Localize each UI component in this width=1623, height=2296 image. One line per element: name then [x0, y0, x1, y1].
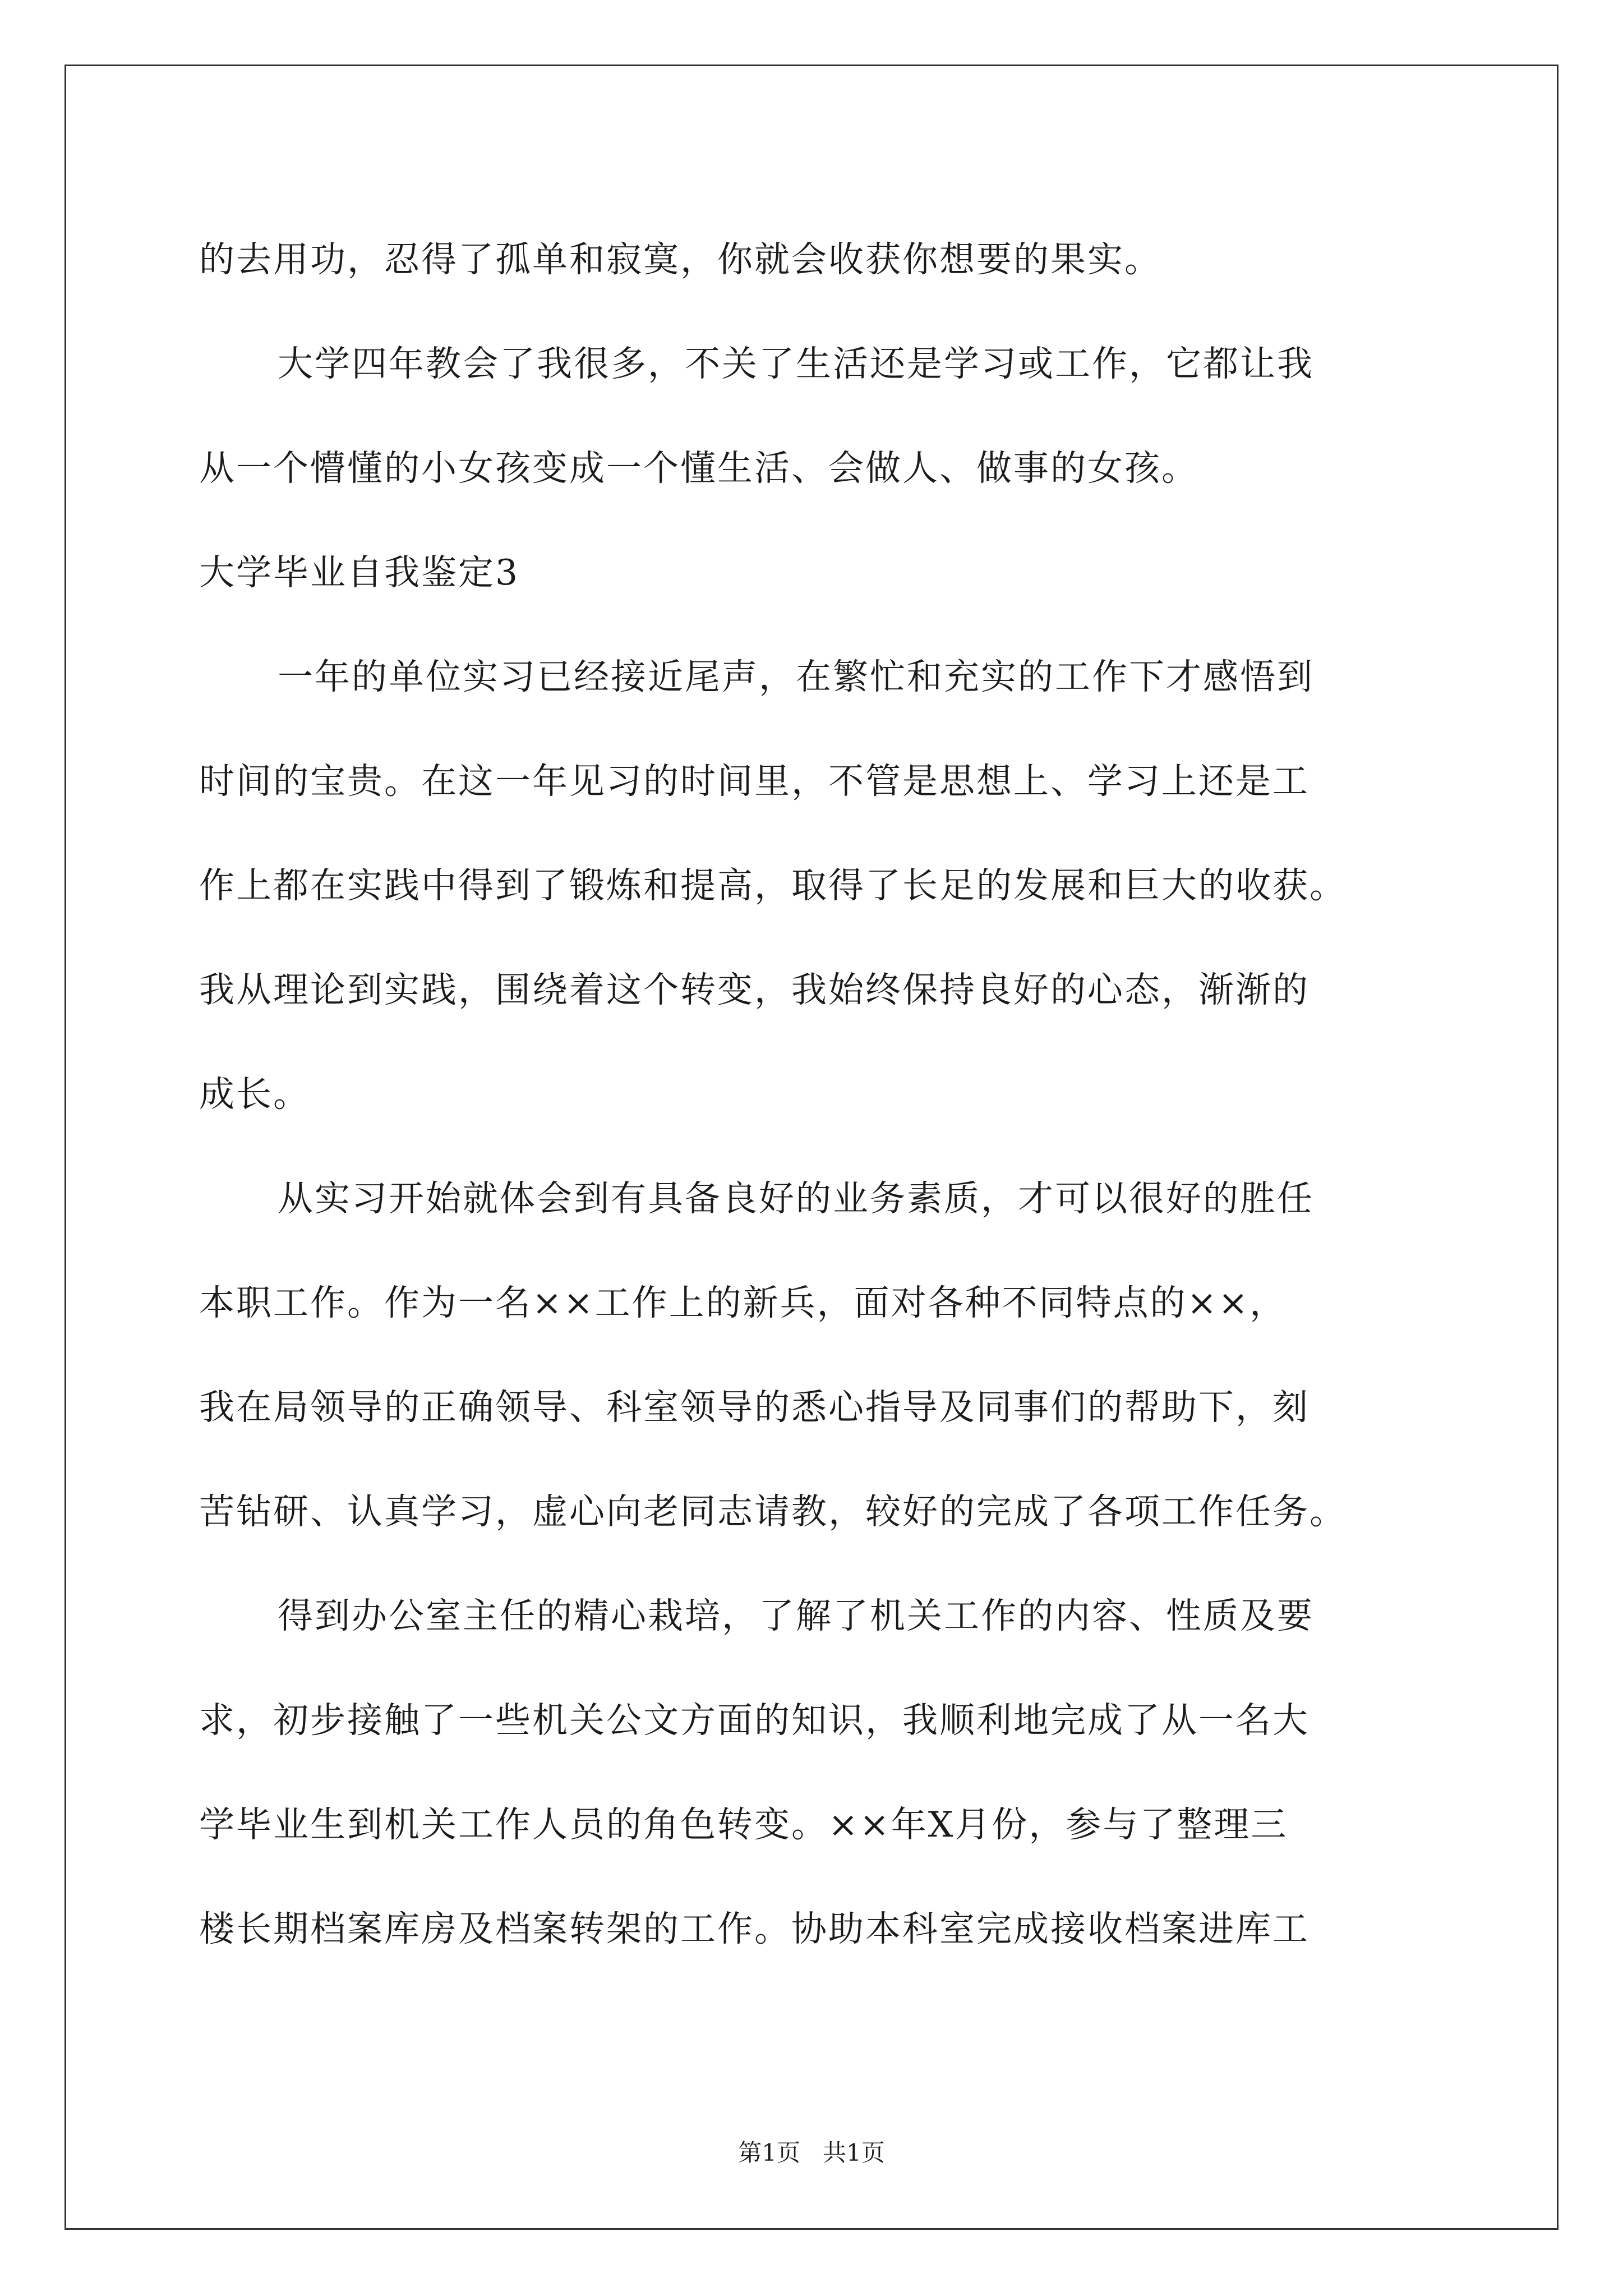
page-footer: 第1页 共1页	[738, 2139, 885, 2166]
text-line: 学毕业生到机关工作人员的角色转变。××年X月份，参与了整理三	[199, 1804, 1288, 1845]
text-line: 我从理论到实践，围绕着这个转变，我始终保持良好的心态，渐渐的	[199, 969, 1310, 1010]
text-line: 的去用功，忍得了孤单和寂寞，你就会收获你想要的果实。	[199, 239, 1161, 280]
document-body	[199, 208, 1450, 1981]
text-line: 本职工作。作为一名××工作上的新兵，面对各种不同特点的××，	[199, 1282, 1287, 1323]
paragraph-start-line: 得到办公室主任的精心栽培，了解了机关工作的内容、性质及要	[278, 1595, 1314, 1636]
text-line: 作上都在实践中得到了锻炼和提高，取得了长足的发展和巨大的收获。	[199, 865, 1347, 906]
paragraph-start-line: 从实习开始就体会到有具备良好的业务素质，才可以很好的胜任	[278, 1178, 1314, 1219]
paragraph-start-line: 大学四年教会了我很多，不关了生活还是学习或工作，它都让我	[278, 343, 1314, 384]
text-line: 成长。	[199, 1074, 310, 1115]
text-line: 求，初步接触了一些机关公文方面的知识，我顺利地完成了从一名大	[199, 1700, 1310, 1741]
section-heading: 大学毕业自我鉴定3	[199, 552, 520, 593]
text-line: 从一个懵懂的小女孩变成一个懂生活、会做人、做事的女孩。	[199, 448, 1198, 489]
text-line: 时间的宝贵。在这一年见习的时间里，不管是思想上、学习上还是工	[199, 761, 1310, 802]
text-line: 楼长期档案库房及档案转架的工作。协助本科室完成接收档案进库工	[199, 1908, 1310, 1949]
text-line: 苦钻研、认真学习，虚心向老同志请教，较好的完成了各项工作任务。	[199, 1491, 1347, 1532]
paragraph-start-line: 一年的单位实习已经接近尾声，在繁忙和充实的工作下才感悟到	[278, 656, 1314, 697]
text-line: 我在局领导的正确领导、科室领导的悉心指导及同事们的帮助下，刻	[199, 1387, 1310, 1428]
